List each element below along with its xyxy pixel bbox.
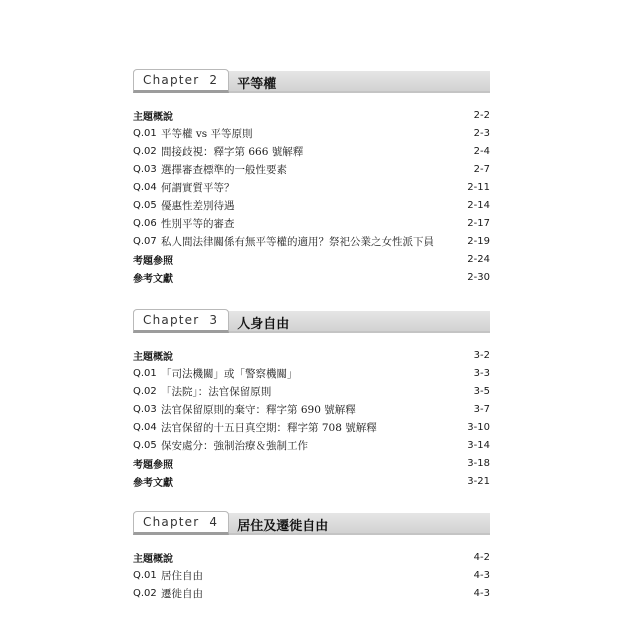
page-number: 2-19	[467, 235, 490, 247]
toc-entry	[133, 454, 490, 472]
question-number: Q.02	[133, 385, 157, 397]
toc-entry-left	[133, 180, 235, 195]
chapter-number: 3	[209, 313, 219, 327]
toc-entry	[133, 400, 490, 418]
chapter-number: 2	[209, 73, 219, 87]
toc-entry-left	[133, 550, 173, 565]
chapter-title: 居住及遷徙自由	[237, 518, 329, 534]
toc-entry	[133, 584, 490, 602]
page-number: 2-3	[473, 127, 490, 139]
question-number: Q.04	[133, 421, 157, 433]
toc-entry-left	[133, 474, 173, 489]
page-number: 2-14	[467, 199, 490, 211]
question-number: Q.07	[133, 235, 157, 247]
toc-entry-left	[133, 108, 173, 123]
toc-entry-title: 保安處分：強制治療＆強制工作	[161, 439, 308, 452]
toc-list	[133, 106, 490, 286]
toc-entry	[133, 124, 490, 142]
chapter-3-section	[133, 309, 490, 490]
toc-entry	[133, 106, 490, 124]
toc-entry	[133, 418, 490, 436]
toc-entry-left	[133, 366, 298, 381]
toc-entry-title: 考題參照	[133, 255, 173, 267]
toc-entry-title: 主題概說	[133, 111, 173, 123]
toc-entry-title: 主題概說	[133, 351, 173, 363]
chapter-title: 平等權	[237, 76, 277, 92]
page-number: 2-17	[467, 217, 490, 229]
page-number: 4-3	[473, 587, 490, 599]
toc-entry-title: 「法院」：法官保留原則	[161, 385, 272, 398]
toc-entry-left	[133, 586, 203, 601]
page-number: 2-30	[467, 271, 490, 283]
chapter-4-section	[133, 511, 490, 602]
chapter-tab	[133, 511, 229, 535]
toc-entry-left	[133, 270, 173, 285]
toc-entry-left	[133, 568, 203, 583]
toc-entry-title: 「司法機關」或「警察機關」	[161, 367, 298, 380]
toc-entry	[133, 250, 490, 268]
toc-entry-title: 居住自由	[161, 569, 203, 582]
toc-entry-title: 優惠性差別待遇	[161, 199, 235, 212]
toc-entry	[133, 160, 490, 178]
question-number: Q.01	[133, 367, 157, 379]
toc-list	[133, 346, 490, 490]
toc-entry-title: 性別平等的審查	[161, 217, 235, 230]
toc-entry-left	[133, 348, 173, 363]
question-number: Q.04	[133, 181, 157, 193]
toc-entry	[133, 268, 490, 286]
page-number: 3-3	[473, 367, 490, 379]
question-number: Q.03	[133, 163, 157, 175]
question-number: Q.01	[133, 127, 157, 139]
toc-entry-title: 主題概說	[133, 553, 173, 565]
toc-entry-left	[133, 252, 173, 267]
toc-entry	[133, 214, 490, 232]
page-number: 2-2	[473, 109, 490, 121]
question-number: Q.05	[133, 439, 157, 451]
page-number: 3-10	[467, 421, 490, 433]
toc-entry	[133, 566, 490, 584]
chapter-label: Chapter	[143, 515, 200, 529]
toc-entry-left	[133, 384, 271, 399]
question-number: Q.03	[133, 403, 157, 415]
toc-entry-title: 平等權 vs 平等原則	[161, 127, 253, 140]
question-number: Q.06	[133, 217, 157, 229]
question-number: Q.05	[133, 199, 157, 211]
page-number: 2-24	[467, 253, 490, 265]
chapter-number: 4	[209, 515, 219, 529]
toc-entry-title: 法官保留的十五日真空期：釋字第 708 號解釋	[161, 421, 377, 434]
toc-entry	[133, 364, 490, 382]
page-number: 2-11	[467, 181, 490, 193]
page-number: 3-21	[467, 475, 490, 487]
toc-entry	[133, 382, 490, 400]
chapter-tab	[133, 309, 229, 333]
toc-entry	[133, 472, 490, 490]
toc-entry-left	[133, 162, 287, 177]
toc-entry	[133, 548, 490, 566]
toc-entry	[133, 346, 490, 364]
page-number: 3-14	[467, 439, 490, 451]
page-number: 3-5	[473, 385, 490, 397]
page-number: 3-7	[473, 403, 490, 415]
chapter-label: Chapter	[143, 313, 200, 327]
chapter-tab	[133, 69, 229, 93]
page-number: 3-18	[467, 457, 490, 469]
toc-entry-title: 私人間法律關係有無平等權的適用？祭祀公業之女性派下員	[161, 235, 434, 248]
toc-entry-left	[133, 234, 434, 249]
toc-entry-left	[133, 198, 235, 213]
toc-entry-left	[133, 144, 303, 159]
chapter-header	[133, 69, 490, 95]
toc-entry-left	[133, 456, 173, 471]
toc-entry-left	[133, 126, 253, 141]
chapter-header	[133, 309, 490, 335]
page-number: 4-2	[473, 551, 490, 563]
toc-entry	[133, 178, 490, 196]
chapter-title: 人身自由	[237, 316, 290, 332]
toc-entry-left	[133, 420, 377, 435]
toc-entry-left	[133, 438, 308, 453]
page-number: 4-3	[473, 569, 490, 581]
question-number: Q.02	[133, 587, 157, 599]
page-number: 2-4	[473, 145, 490, 157]
chapter-label: Chapter	[143, 73, 200, 87]
toc-entry-title: 何謂實質平等？	[161, 181, 235, 194]
toc-entry-title: 遷徙自由	[161, 587, 203, 600]
toc-entry	[133, 142, 490, 160]
toc-entry-title: 選擇審查標準的一般性要素	[161, 163, 287, 176]
toc-entry	[133, 196, 490, 214]
question-number: Q.01	[133, 569, 157, 581]
toc-entry-title: 參考文獻	[133, 273, 173, 285]
toc-entry-title: 考題參照	[133, 459, 173, 471]
toc-list	[133, 548, 490, 602]
page-number: 3-2	[473, 349, 490, 361]
chapter-2-section	[133, 69, 490, 286]
page-number: 2-7	[473, 163, 490, 175]
toc-entry-title: 法官保留原則的棄守：釋字第 690 號解釋	[161, 403, 356, 416]
toc-entry-left	[133, 216, 235, 231]
toc-entry	[133, 436, 490, 454]
toc-entry-title: 參考文獻	[133, 477, 173, 489]
toc-entry-left	[133, 402, 356, 417]
chapter-header	[133, 511, 490, 537]
toc-entry	[133, 232, 490, 250]
question-number: Q.02	[133, 145, 157, 157]
toc-entry-title: 間接歧視：釋字第 666 號解釋	[161, 145, 304, 158]
